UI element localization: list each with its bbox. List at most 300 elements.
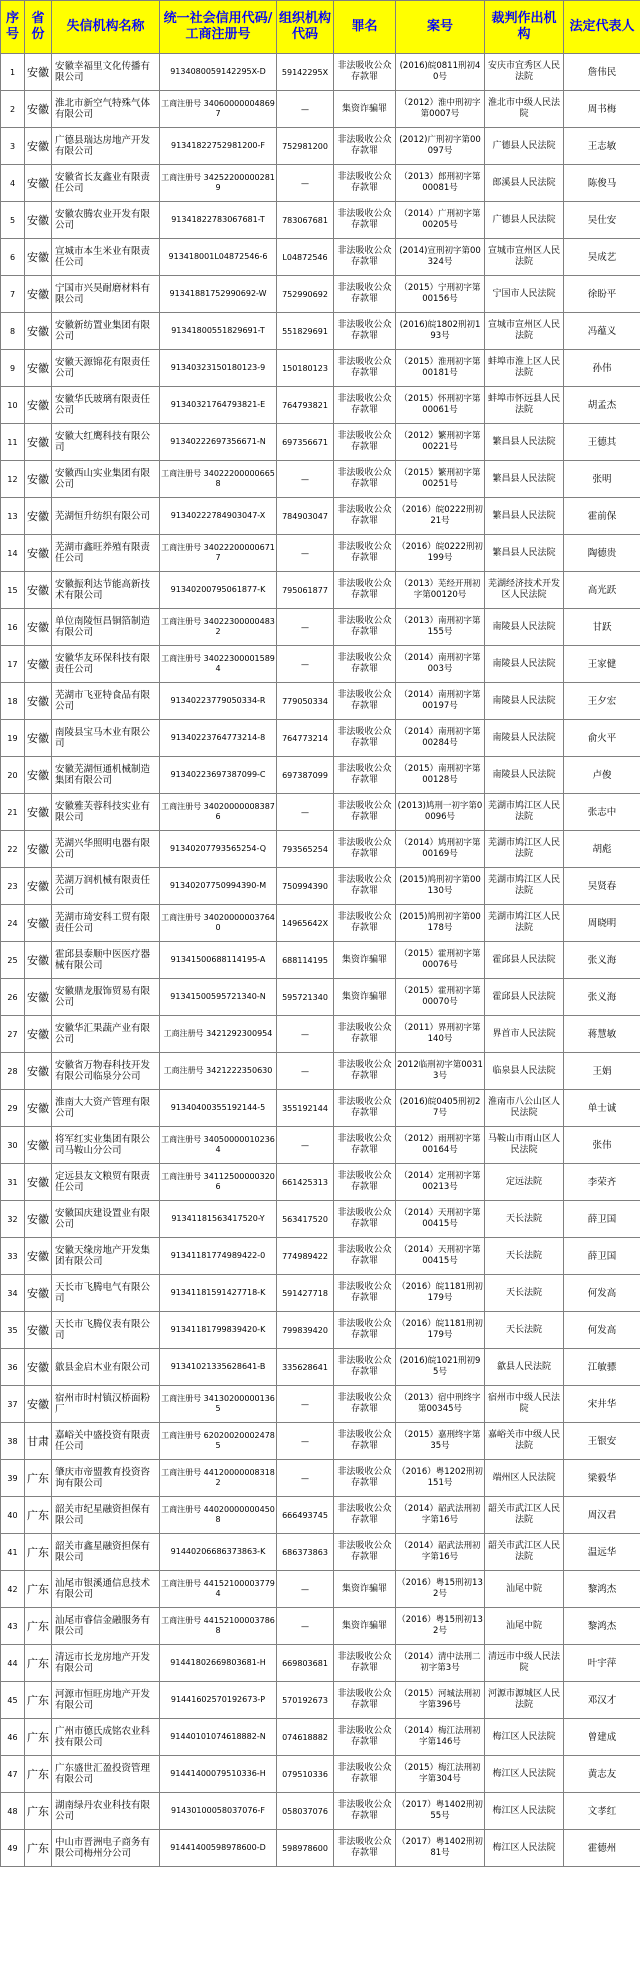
cell-court: 芜湖市鸠江区人民法院 (485, 794, 564, 831)
cell-credit-code: 工商注册号 342122235063​0 (160, 1053, 277, 1090)
cell-org-code: 598978600 (277, 1830, 334, 1867)
cell-court: 马鞍山市雨山区人民法院 (485, 1127, 564, 1164)
cell-credit-code: 工商注册号 342522000002819 (160, 165, 277, 202)
cell-company: 芜湖万润机械有限责任公司 (52, 868, 160, 905)
cell-credit-code: 9134080059142295X-D (160, 54, 277, 91)
cell-court: 霍邱县人民法院 (485, 979, 564, 1016)
cell-seq: 3 (1, 128, 25, 165)
table-row (1, 313, 640, 350)
header-credit-code: 统一社会信用代码/工商注册号 (160, 1, 277, 54)
cell-crime: 非法吸收公众存款罪 (334, 1312, 396, 1349)
cell-case-number: （2012）繁刑初字第00221号 (396, 424, 485, 461)
cell-case-number: （2016）粤15刑初132号 (396, 1571, 485, 1608)
cell-seq: 4 (1, 165, 25, 202)
cell-province: 安徽 (25, 54, 52, 91)
cell-province: 安徽 (25, 165, 52, 202)
cell-province: 安徽 (25, 1090, 52, 1127)
cell-company: 安徽华氏玻璃有限责任公司 (52, 387, 160, 424)
cell-case-number: （2016）皖1181刑初179号 (396, 1275, 485, 1312)
cell-case-number: （2014）南刑初字第00197号 (396, 683, 485, 720)
cell-credit-code: 工商注册号 440200000004508 (160, 1497, 277, 1534)
cell-company: 芜湖恒升纺织有限公司 (52, 498, 160, 535)
cell-seq: 2 (1, 91, 25, 128)
cell-court: 韶关市武江区人民法院 (485, 1534, 564, 1571)
cell-legal-rep: 黎鸿杰 (564, 1571, 640, 1608)
table-row (1, 757, 640, 794)
cell-company: 安徽华汇果蔬产业有限公司 (52, 1016, 160, 1053)
cell-credit-code: 91340400355192144-5 (160, 1090, 277, 1127)
cell-court: 韶关市武江区人民法院 (485, 1497, 564, 1534)
cell-province: 安徽 (25, 1238, 52, 1275)
cell-crime: 非法吸收公众存款罪 (334, 387, 396, 424)
cell-province: 广东 (25, 1608, 52, 1645)
cell-crime: 非法吸收公众存款罪 (334, 276, 396, 313)
cell-org-code: 799839420 (277, 1312, 334, 1349)
cell-province: 安徽 (25, 831, 52, 868)
cell-province: 安徽 (25, 202, 52, 239)
cell-case-number: （2017）粤1402刑初81号 (396, 1830, 485, 1867)
cell-province: 安徽 (25, 1349, 52, 1386)
cell-crime: 非法吸收公众存款罪 (334, 535, 396, 572)
cell-case-number: (2016)皖1021刑初95号 (396, 1349, 485, 1386)
cell-company: 芜湖兴华照明电器有限公司 (52, 831, 160, 868)
cell-company: 安徽幸福里文化传播有限公司 (52, 54, 160, 91)
cell-case-number: (2015)鸠刑初字第00178号 (396, 905, 485, 942)
cell-company: 湖南绿丹农业科技有限公司 (52, 1793, 160, 1830)
cell-case-number: （2012）雨刑初字第00164号 (396, 1127, 485, 1164)
cell-org-code: — (277, 1053, 334, 1090)
cell-province: 安徽 (25, 498, 52, 535)
cell-legal-rep: 王夕宏 (564, 683, 640, 720)
cell-legal-rep: 王德其 (564, 424, 640, 461)
table-row (1, 1534, 640, 1571)
cell-org-code: 59142295X (277, 54, 334, 91)
cell-crime: 非法吸收公众存款罪 (334, 313, 396, 350)
cell-legal-rep: 张伟 (564, 1127, 640, 1164)
cell-legal-rep: 王银安 (564, 1423, 640, 1460)
cell-province: 安徽 (25, 979, 52, 1016)
cell-seq: 28 (1, 1053, 25, 1090)
cell-province: 安徽 (25, 1127, 52, 1164)
cell-seq: 41 (1, 1534, 25, 1571)
table-row (1, 1053, 640, 1090)
cell-province: 安徽 (25, 313, 52, 350)
cell-court: 梅江区人民法院 (485, 1830, 564, 1867)
cell-court: 天长法院 (485, 1201, 564, 1238)
cell-seq: 12 (1, 461, 25, 498)
cell-court: 繁昌县人民法院 (485, 461, 564, 498)
cell-case-number: (2016)皖0405刑初27号 (396, 1090, 485, 1127)
cell-credit-code: 91440206686373863-K (160, 1534, 277, 1571)
cell-case-number: （2016）皖0222刑初21号 (396, 498, 485, 535)
cell-legal-rep: 江敏骠 (564, 1349, 640, 1386)
cell-credit-code: 工商注册号 340600000048697 (160, 91, 277, 128)
cell-court: 繁昌县人民法院 (485, 424, 564, 461)
table-row (1, 350, 640, 387)
cell-legal-rep: 詹伟民 (564, 54, 640, 91)
cell-org-code: 661425313 (277, 1164, 334, 1201)
cell-crime: 非法吸收公众存款罪 (334, 202, 396, 239)
cell-seq: 11 (1, 424, 25, 461)
cell-org-code: — (277, 91, 334, 128)
table-row (1, 128, 640, 165)
table-row (1, 683, 640, 720)
cell-legal-rep: 陶德贵 (564, 535, 640, 572)
cell-seq: 45 (1, 1682, 25, 1719)
cell-province: 安徽 (25, 646, 52, 683)
cell-legal-rep: 文孝红 (564, 1793, 640, 1830)
cell-seq: 24 (1, 905, 25, 942)
cell-court: 淮南市八公山区人民法院 (485, 1090, 564, 1127)
cell-court: 天长法院 (485, 1275, 564, 1312)
cell-seq: 48 (1, 1793, 25, 1830)
cell-company: 肇庆市帝盟教育投资咨询有限公司 (52, 1460, 160, 1497)
cell-org-code: 686373863 (277, 1534, 334, 1571)
cell-case-number: （2015）霍刑初字第00070号 (396, 979, 485, 1016)
cell-seq: 15 (1, 572, 25, 609)
cell-crime: 非法吸收公众存款罪 (334, 1460, 396, 1497)
cell-credit-code: 工商注册号 441521000037868 (160, 1608, 277, 1645)
cell-company: 歙县金启木业有限公司 (52, 1349, 160, 1386)
cell-credit-code: 91440101074618882-N (160, 1719, 277, 1756)
cell-company: 霍邱县泰顺中医医疗器械有限公司 (52, 942, 160, 979)
cell-case-number: (2016)皖0811刑初40号 (396, 54, 485, 91)
cell-case-number: (2014)宣刑初字第00324号 (396, 239, 485, 276)
cell-case-number: （2014）天刑初字第00415号 (396, 1238, 485, 1275)
cell-court: 芜湖市鸠江区人民法院 (485, 868, 564, 905)
table-row (1, 831, 640, 868)
cell-court: 淮北市中级人民法院 (485, 91, 564, 128)
cell-credit-code: 工商注册号 340222000006658 (160, 461, 277, 498)
cell-credit-code: 91340323150180123-9 (160, 350, 277, 387)
cell-court: 蚌埠市淮上区人民法院 (485, 350, 564, 387)
cell-legal-rep: 李荣齐 (564, 1164, 640, 1201)
cell-company: 安徽鼎龙服饰贸易有限公司 (52, 979, 160, 1016)
cell-credit-code: 91430100058037076-F (160, 1793, 277, 1830)
cell-credit-code: 91341800551829691-T (160, 313, 277, 350)
cell-credit-code: 91340223764773214-8 (160, 720, 277, 757)
cell-crime: 集资诈骗罪 (334, 942, 396, 979)
cell-province: 安徽 (25, 1386, 52, 1423)
cell-org-code: 666493745 (277, 1497, 334, 1534)
cell-org-code: — (277, 1608, 334, 1645)
cell-court: 安庆市宜秀区人民法院 (485, 54, 564, 91)
cell-company: 安徽振利达节能高新技术有限公司 (52, 572, 160, 609)
cell-credit-code: 工商注册号 3421292300954 (160, 1016, 277, 1053)
cell-province: 广东 (25, 1497, 52, 1534)
cell-case-number: （2015）嘉刑终字第35号 (396, 1423, 485, 1460)
cell-court: 河源市源城区人民法院 (485, 1682, 564, 1719)
cell-seq: 33 (1, 1238, 25, 1275)
cell-court: 广德县人民法院 (485, 202, 564, 239)
cell-crime: 集资诈骗罪 (334, 1571, 396, 1608)
cell-case-number: （2016）皖1181刑初179号 (396, 1312, 485, 1349)
cell-court: 天长法院 (485, 1238, 564, 1275)
cell-legal-rep: 王娟 (564, 1053, 640, 1090)
cell-case-number: （2013）郎刑初字第00081号 (396, 165, 485, 202)
cell-company: 广东盛世汇盈投资管理有限公司 (52, 1756, 160, 1793)
cell-court: 嘉峪关市中级人民法院 (485, 1423, 564, 1460)
table-row (1, 535, 640, 572)
table-row (1, 1830, 640, 1867)
cell-crime: 非法吸收公众存款罪 (334, 239, 396, 276)
cell-case-number: （2013）芜经开刑初字第00120号 (396, 572, 485, 609)
cell-crime: 非法吸收公众存款罪 (334, 54, 396, 91)
table-row (1, 1016, 640, 1053)
cell-credit-code: 91340223779050334-R (160, 683, 277, 720)
cell-province: 安徽 (25, 905, 52, 942)
cell-org-code: — (277, 1127, 334, 1164)
cell-credit-code: 工商注册号 340500000102364 (160, 1127, 277, 1164)
cell-credit-code: 91340207793565254-Q (160, 831, 277, 868)
table-row (1, 165, 640, 202)
cell-court: 宣城市宣州区人民法院 (485, 313, 564, 350)
cell-crime: 集资诈骗罪 (334, 1608, 396, 1645)
cell-legal-rep: 胡彪 (564, 831, 640, 868)
cell-case-number: （2014）天刑初字第00415号 (396, 1201, 485, 1238)
cell-province: 安徽 (25, 387, 52, 424)
cell-company: 淮北市新空气特殊气体有限公司 (52, 91, 160, 128)
header-seq: 序号 (1, 1, 25, 54)
cell-case-number: (2012)广刑初字第00097号 (396, 128, 485, 165)
cell-crime: 非法吸收公众存款罪 (334, 720, 396, 757)
cell-seq: 34 (1, 1275, 25, 1312)
cell-org-code: — (277, 461, 334, 498)
table-row (1, 572, 640, 609)
cell-court: 南陵县人民法院 (485, 646, 564, 683)
table-row (1, 1497, 640, 1534)
cell-seq: 25 (1, 942, 25, 979)
cell-credit-code: 工商注册号 340200000037640 (160, 905, 277, 942)
cell-province: 安徽 (25, 350, 52, 387)
cell-crime: 非法吸收公众存款罪 (334, 646, 396, 683)
cell-court: 芜湖市鸠江区人民法院 (485, 831, 564, 868)
cell-seq: 42 (1, 1571, 25, 1608)
cell-crime: 非法吸收公众存款罪 (334, 757, 396, 794)
table-row (1, 1127, 640, 1164)
cell-case-number: （2014）广刑初字第00205号 (396, 202, 485, 239)
cell-seq: 9 (1, 350, 25, 387)
cell-company: 芜湖市飞亚特食品有限公司 (52, 683, 160, 720)
cell-credit-code: 913418227529812​00-F (160, 128, 277, 165)
cell-org-code: 793565254 (277, 831, 334, 868)
cell-crime: 非法吸收公众存款罪 (334, 1349, 396, 1386)
cell-credit-code: 91441602570192673-P (160, 1682, 277, 1719)
cell-seq: 30 (1, 1127, 25, 1164)
cell-case-number: （2014）清中法刑二初字第3号 (396, 1645, 485, 1682)
cell-legal-rep: 张明 (564, 461, 640, 498)
cell-company: 将军红实业集团有限公司马鞍山分公司 (52, 1127, 160, 1164)
cell-province: 安徽 (25, 794, 52, 831)
table-row (1, 387, 640, 424)
table-row (1, 1608, 640, 1645)
cell-company: 淮南大大资产管理有限公司 (52, 1090, 160, 1127)
cell-credit-code: 工商注册号 341302000001365 (160, 1386, 277, 1423)
cell-case-number: （2016）粤15刑初132号 (396, 1608, 485, 1645)
header-org-code: 组织机构代码 (277, 1, 334, 54)
cell-company: 安徽芜湖恒通机械制造集团有限公司 (52, 757, 160, 794)
cell-province: 甘肃 (25, 1423, 52, 1460)
table-row (1, 1682, 640, 1719)
cell-crime: 非法吸收公众存款罪 (334, 1719, 396, 1756)
cell-company: 芜湖市琦安科工贸有限责任公司 (52, 905, 160, 942)
table-row (1, 1275, 640, 1312)
cell-court: 芜湖市鸠江区人民法院 (485, 905, 564, 942)
cell-org-code: L04872546 (277, 239, 334, 276)
cell-org-code: — (277, 646, 334, 683)
cell-org-code: — (277, 1460, 334, 1497)
cell-legal-rep: 黎鸿杰 (564, 1608, 640, 1645)
cell-org-code: 669803681 (277, 1645, 334, 1682)
cell-credit-code: 91341881752990692-W (160, 276, 277, 313)
cell-seq: 10 (1, 387, 25, 424)
cell-org-code: 058037076 (277, 1793, 334, 1830)
cell-case-number: （2015）梅江法刑初字第304号 (396, 1756, 485, 1793)
table-row (1, 1164, 640, 1201)
cell-case-number: （2017）粤1402刑初55号 (396, 1793, 485, 1830)
cell-company: 天长市飞腾电气有限公司 (52, 1275, 160, 1312)
cell-org-code: — (277, 535, 334, 572)
cell-court: 梅江区人民法院 (485, 1719, 564, 1756)
cell-org-code: — (277, 1571, 334, 1608)
header-province: 省份 (25, 1, 52, 54)
cell-legal-rep: 孙伟 (564, 350, 640, 387)
table-row (1, 54, 640, 91)
cell-credit-code: 91341181799839420-K (160, 1312, 277, 1349)
cell-legal-rep: 陈俊马 (564, 165, 640, 202)
cell-crime: 非法吸收公众存款罪 (334, 1756, 396, 1793)
cell-seq: 46 (1, 1719, 25, 1756)
cell-seq: 49 (1, 1830, 25, 1867)
cell-org-code: 784903047 (277, 498, 334, 535)
table-row (1, 1238, 640, 1275)
cell-seq: 40 (1, 1497, 25, 1534)
header-crime: 罪名 (334, 1, 396, 54)
cell-crime: 非法吸收公众存款罪 (334, 868, 396, 905)
cell-seq: 14 (1, 535, 25, 572)
cell-province: 安徽 (25, 461, 52, 498)
cell-company: 定远县友文粮贸有限责任公司 (52, 1164, 160, 1201)
cell-crime: 非法吸收公众存款罪 (334, 1534, 396, 1571)
cell-company: 安徽新纺置业集团有限公司 (52, 313, 160, 350)
table-row (1, 942, 640, 979)
table-row (1, 1719, 640, 1756)
cell-legal-rep: 吴贤春 (564, 868, 640, 905)
cell-crime: 非法吸收公众存款罪 (334, 461, 396, 498)
cell-company: 天长市飞腾仪表有限公司 (52, 1312, 160, 1349)
cell-court: 广德县人民法院 (485, 128, 564, 165)
cell-org-code: 764793821 (277, 387, 334, 424)
cell-crime: 集资诈骗罪 (334, 91, 396, 128)
cell-legal-rep: 薛卫国 (564, 1238, 640, 1275)
table-row (1, 1386, 640, 1423)
cell-company: 中山市晋洲电子商务有限公司梅州分公司 (52, 1830, 160, 1867)
cell-legal-rep: 温远华 (564, 1534, 640, 1571)
cell-company: 宁国市兴昊耐磨材料有限公司 (52, 276, 160, 313)
cell-legal-rep: 何发高 (564, 1275, 640, 1312)
cell-legal-rep: 甘跃 (564, 609, 640, 646)
table-row (1, 276, 640, 313)
cell-org-code: 335628641 (277, 1349, 334, 1386)
cell-province: 安徽 (25, 276, 52, 313)
cell-case-number: （2015）河城法刑初字第396号 (396, 1682, 485, 1719)
cell-province: 安徽 (25, 239, 52, 276)
cell-province: 安徽 (25, 535, 52, 572)
cell-org-code: 697387099 (277, 757, 334, 794)
cell-province: 安徽 (25, 1016, 52, 1053)
header-legal-rep: 法定代表人 (564, 1, 640, 54)
cell-court: 蚌埠市怀远县人民法院 (485, 387, 564, 424)
cell-seq: 26 (1, 979, 25, 1016)
cell-legal-rep: 周晓明 (564, 905, 640, 942)
cell-legal-rep: 蒋慧敏 (564, 1016, 640, 1053)
cell-court: 南陵县人民法院 (485, 609, 564, 646)
cell-company: 安徽大红鹰科技有限公司 (52, 424, 160, 461)
cell-credit-code: 91340207750994390-M (160, 868, 277, 905)
table-row (1, 1312, 640, 1349)
cell-seq: 35 (1, 1312, 25, 1349)
cell-legal-rep: 徐盼平 (564, 276, 640, 313)
cell-legal-rep: 张志中 (564, 794, 640, 831)
cell-crime: 非法吸收公众存款罪 (334, 1682, 396, 1719)
cell-crime: 非法吸收公众存款罪 (334, 1090, 396, 1127)
cell-province: 安徽 (25, 1201, 52, 1238)
cell-legal-rep: 冯蕴义 (564, 313, 640, 350)
cell-case-number: (2013)鸠刑一初字第00096号 (396, 794, 485, 831)
cell-credit-code: 91340321764793821-E (160, 387, 277, 424)
cell-crime: 非法吸收公众存款罪 (334, 1275, 396, 1312)
table-row (1, 498, 640, 535)
cell-case-number: （2011）界刑初字第140号 (396, 1016, 485, 1053)
cell-legal-rep: 俞火平 (564, 720, 640, 757)
cell-company: 安徽天缘房地产开发集团有限公司 (52, 1238, 160, 1275)
cell-court: 梅江区人民法院 (485, 1756, 564, 1793)
cell-seq: 16 (1, 609, 25, 646)
cell-court: 南陵县人民法院 (485, 720, 564, 757)
cell-company: 单位南陵恒昌铜箔制造有限公司 (52, 609, 160, 646)
cell-province: 广东 (25, 1830, 52, 1867)
cell-case-number: （2015）宁刑初字第00156号 (396, 276, 485, 313)
cell-credit-code: 工商注册号 340222000006717 (160, 535, 277, 572)
cell-org-code: 591427718 (277, 1275, 334, 1312)
cell-company: 安徽雅芙蓉科技实业有限公司 (52, 794, 160, 831)
cell-legal-rep: 曾建成 (564, 1719, 640, 1756)
table-row (1, 1756, 640, 1793)
cell-crime: 非法吸收公众存款罪 (334, 498, 396, 535)
cell-org-code: 779050334 (277, 683, 334, 720)
cell-case-number: （2016）皖0222刑初199号 (396, 535, 485, 572)
cell-crime: 非法吸收公众存款罪 (334, 1164, 396, 1201)
cell-legal-rep: 霍德州 (564, 1830, 640, 1867)
cell-case-number: （2014）梅江法刑初字第146号 (396, 1719, 485, 1756)
cell-court: 霍邱县人民法院 (485, 942, 564, 979)
header-court: 裁判作出机构 (485, 1, 564, 54)
cell-legal-rep: 张义海 (564, 979, 640, 1016)
cell-company: 宿州市时村镇汉桥面粉厂 (52, 1386, 160, 1423)
cell-seq: 22 (1, 831, 25, 868)
cell-province: 安徽 (25, 757, 52, 794)
cell-legal-rep: 王志敏 (564, 128, 640, 165)
cell-org-code: 764773214 (277, 720, 334, 757)
cell-credit-code: 91341181591427718-K (160, 1275, 277, 1312)
cell-province: 安徽 (25, 1312, 52, 1349)
cell-court: 繁昌县人民法院 (485, 498, 564, 535)
cell-province: 安徽 (25, 1053, 52, 1090)
cell-seq: 23 (1, 868, 25, 905)
cell-legal-rep: 周汉君 (564, 1497, 640, 1534)
cell-org-code: 150180123 (277, 350, 334, 387)
cell-seq: 43 (1, 1608, 25, 1645)
